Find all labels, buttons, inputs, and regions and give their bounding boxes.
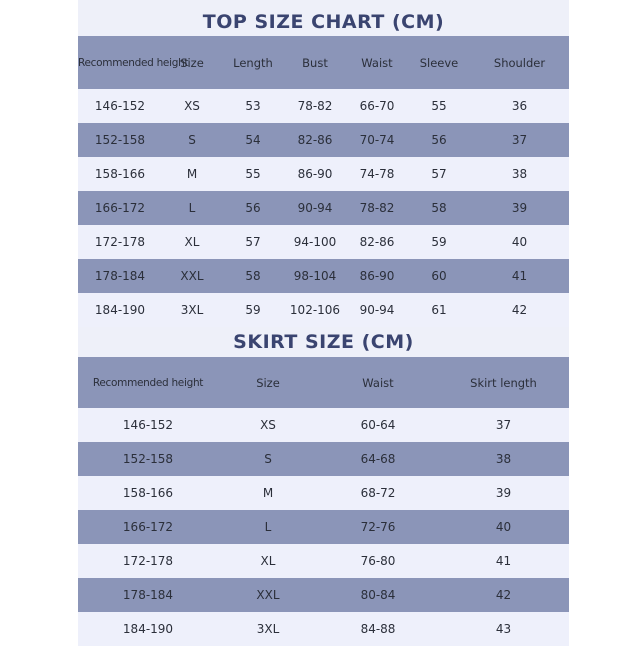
table-cell: 166-172 [94, 201, 146, 215]
header-size: Size [256, 375, 280, 390]
table-cell: XXL [256, 588, 280, 602]
table-row [78, 476, 569, 510]
table-cell: 37 [495, 418, 512, 432]
table-cell: 57 [245, 235, 261, 249]
table-cell: 86-90 [297, 167, 333, 181]
table-cell: 38 [511, 167, 528, 181]
table-cell: 166-172 [122, 520, 174, 534]
table-cell: 54 [245, 133, 261, 147]
header-waist: Waist [361, 55, 393, 70]
table-cell: 90-94 [359, 303, 395, 317]
table-row [78, 123, 569, 157]
header-waist: Waist [362, 375, 394, 390]
table-cell: L [188, 201, 196, 215]
table-cell: 152-158 [94, 133, 146, 147]
header-shoulder: Shoulder [493, 55, 546, 70]
table-row [78, 612, 569, 646]
table-cell: XL [260, 554, 276, 568]
table-cell: 146-152 [122, 418, 174, 432]
table-cell: 78-82 [359, 201, 395, 215]
top-size-chart-title: TOP SIZE CHART (CM) [202, 11, 445, 33]
table-row [78, 510, 569, 544]
table-cell: XS [260, 418, 276, 432]
table-cell: 58 [245, 269, 261, 283]
table-cell: 102-106 [289, 303, 341, 317]
table-cell: 38 [495, 452, 512, 466]
table-cell: XXL [180, 269, 204, 283]
table-cell: 60 [431, 269, 447, 283]
table-cell: 58 [431, 201, 447, 215]
table-cell: 59 [431, 235, 447, 249]
table-cell: 56 [245, 201, 261, 215]
table-cell: 172-178 [122, 554, 174, 568]
table-cell: 94-100 [293, 235, 337, 249]
table-cell: 78-82 [297, 99, 333, 113]
table-cell: 146-152 [94, 99, 146, 113]
table-cell: S [264, 452, 272, 466]
table-row [78, 293, 569, 327]
table-cell: 60-64 [360, 418, 396, 432]
table-row [78, 544, 569, 578]
table-cell: L [264, 520, 272, 534]
table-cell: 76-80 [360, 554, 396, 568]
table-cell: 55 [431, 99, 447, 113]
table-cell: 82-86 [297, 133, 333, 147]
table-cell: 82-86 [359, 235, 395, 249]
skirt-size-chart-title: SKIRT SIZE (CM) [233, 331, 414, 353]
table-cell: M [186, 167, 198, 181]
table-row [78, 442, 569, 476]
table-cell: M [262, 486, 274, 500]
table-cell: 37 [511, 133, 528, 147]
table-row [78, 259, 569, 293]
table-cell: 42 [511, 303, 528, 317]
table-cell: 98-104 [293, 269, 337, 283]
table-cell: 80-84 [360, 588, 396, 602]
table-cell: 39 [511, 201, 528, 215]
size-chart-page [78, 0, 569, 640]
table-cell: 64-68 [360, 452, 396, 466]
header-skirt-length: Skirt length [470, 375, 537, 390]
table-cell: 184-190 [94, 303, 146, 317]
table-cell: 172-178 [94, 235, 146, 249]
table-cell: 158-166 [122, 486, 174, 500]
table-header-row [78, 36, 569, 89]
header-recommended-height: Recommended height [92, 376, 204, 389]
header-sleeve: Sleeve [419, 55, 459, 70]
header-size: Size [180, 55, 204, 70]
table-cell: XS [184, 99, 200, 113]
table-cell: 59 [245, 303, 261, 317]
table-row [78, 157, 569, 191]
table-cell: 90-94 [297, 201, 333, 215]
table-cell: 178-184 [94, 269, 146, 283]
table-cell: XL [184, 235, 200, 249]
table-cell: 55 [245, 167, 261, 181]
table-cell: 53 [245, 99, 261, 113]
table-cell: 39 [495, 486, 512, 500]
table-row [78, 89, 569, 123]
table-cell: 70-74 [359, 133, 395, 147]
table-cell: 36 [511, 99, 528, 113]
table-cell: 3XL [256, 622, 280, 636]
table-cell: 41 [511, 269, 528, 283]
table-cell: 158-166 [94, 167, 146, 181]
header-recommended-height: Recommended height [78, 56, 189, 69]
table-row [78, 191, 569, 225]
table-cell: 42 [495, 588, 512, 602]
table-cell: 40 [511, 235, 528, 249]
table-row [78, 578, 569, 612]
skirt-size-table [78, 357, 569, 646]
header-length: Length [233, 55, 273, 70]
table-cell: 61 [431, 303, 447, 317]
table-cell: 57 [431, 167, 447, 181]
table-cell: S [188, 133, 196, 147]
table-cell: 184-190 [122, 622, 174, 636]
table-row [78, 225, 569, 259]
top-size-table [78, 36, 569, 327]
table-header-row [78, 357, 569, 408]
table-cell: 84-88 [360, 622, 396, 636]
table-row [78, 408, 569, 442]
table-cell: 56 [431, 133, 447, 147]
table-cell: 178-184 [122, 588, 174, 602]
table-cell: 86-90 [359, 269, 395, 283]
table-cell: 40 [495, 520, 512, 534]
table-cell: 66-70 [359, 99, 395, 113]
table-cell: 74-78 [359, 167, 395, 181]
table-cell: 3XL [180, 303, 204, 317]
header-bust: Bust [302, 55, 328, 70]
table-cell: 41 [495, 554, 512, 568]
table-cell: 43 [495, 622, 512, 636]
table-cell: 72-76 [360, 520, 396, 534]
table-cell: 152-158 [122, 452, 174, 466]
table-cell: 68-72 [360, 486, 396, 500]
